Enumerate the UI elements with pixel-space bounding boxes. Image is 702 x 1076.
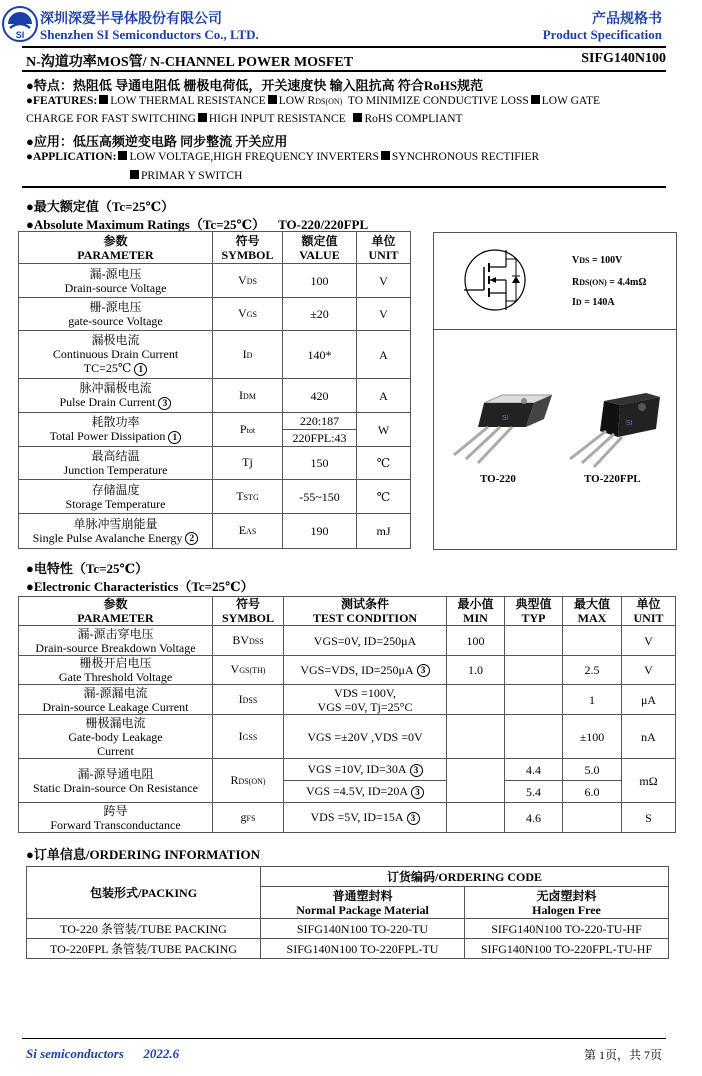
table-row: 漏-源漏电流 Drain-source Leakage Current IDSS VDS =100V, VGS =0V, Tj=25°C 1 μA [19, 685, 676, 715]
footer-company: Si semiconductors 2022.6 [26, 1046, 180, 1061]
table-row: 漏极电流 Continuous Drain Current TC=25℃ 1 ID 140* A [19, 331, 411, 379]
company-logo [2, 6, 38, 42]
spec-rds: RDS(ON) = 4.4mΩ [572, 277, 647, 288]
application-en-line2: PRIMAR Y SWITCH [128, 170, 242, 182]
features-en-line1: ●FEATURES: LOW THERMAL RESISTANCE LOW RDS(ON) TO MINIMIZE CONDUCTIVE LOSS LOW GATE [26, 95, 601, 107]
table-row: TO-220FPL 条管装/TUBE PACKING SIFG140N100 TO-220FPL-TU SIFG140N100 TO-220FPL-TU-HF [27, 939, 669, 959]
ordering-table: 包装形式/PACKING 订货编码/ORDERING CODE 普通塑封料 Normal Package Material 无卤塑封料 Halogen Free TO-220 条管装/TUBE PACKING SIFG140N100 TO-220-TU SIFG140N100 TO-220-TU-HF TO-220FPL 条管装/TUBE PACKING SIFG140N100 TO-220FPL-TU SIFG140N100 TO-220FPL-TU-HF [26, 866, 669, 959]
table-row: 漏-源导通电阻 Static Drain-source On Resistance RDS(ON) VGS =10V, ID=30A 3 4.4 5.0 mΩ [19, 759, 676, 781]
table-row: 脉冲漏极电流 Pulse Drain Current 3 IDM 420 A [19, 379, 411, 413]
elec-title-cn: ●电特性（Tc=25℃） [26, 561, 149, 576]
abs-max-title-en: ●Absolute Maximum Ratings（Tc=25℃） TO-220/220FPL [26, 217, 369, 232]
table-row: 栅极开启电压 Gate Threshold Voltage VGS(TH) VGS=VDS, ID=250μA 3 1.0 2.5 V [19, 656, 676, 685]
pkg-label-to220fpl: TO-220FPL [584, 473, 641, 485]
device-summary-box [433, 232, 677, 550]
doc-type-en: Product Specification [542, 27, 662, 42]
table-row: 栅极漏电流 Gate-body Leakage Current IGSS VGS =±20V ,VDS =0V ±100 nA [19, 715, 676, 759]
ordering-title: ●订单信息/ORDERING INFORMATION [26, 847, 261, 862]
features-en-line2: CHARGE FOR FAST SWITCHING HIGH INPUT RESISTANCE RoHS COMPLIANT [26, 113, 463, 125]
table-row: VGS =4.5V, ID=20A 3 5.4 6.0 [19, 781, 676, 803]
to220fpl-package-image [560, 391, 670, 475]
pkg-label-to220: TO-220 [480, 473, 516, 485]
elec-title-en: ●Electronic Characteristics（Tc=25℃） [26, 579, 254, 594]
table-row: 跨导 Forward Transconductance gFS VDS =5V, ID=15A 3 4.6 S [19, 803, 676, 833]
application-cn: ●应用：低压高频逆变电路 同步整流 开关应用 [26, 134, 288, 149]
application-en-line1: ●APPLICATION: LOW VOLTAGE,HIGH FREQUENCY INVERTERS SYNCHRONOUS RECTIFIER [26, 151, 540, 163]
elec-table: 参数 PARAMETER 符号 SYMBOL 测试条件 TEST CONDITION 最小值 MIN 典型值 TYP 最大值 MAX 单位 UNIT 漏-源击穿电压 Drain-source Breakdown Voltage BVDSS VGS=0V, ID=250μA 100 V 栅极开启电压 Gate Threshold Voltage VGS(TH) VGS=VDS, ID=250μA 3 1.0 2.5 V 漏-源漏电流 Drain-source Leakage Current IDSS VDS =100V, VGS =0V, Tj=25°C 1 μA 栅极漏电流 Gate-body Leakage Current IGSS VGS =±20V ,VDS =0V ±100 nA 漏-源导通电阻 Static Drain-source On Resistance RDS(ON) VGS =10V, ID=30A 3 4.4 5.0 mΩ VGS =4.5V, ID=20A 3 5.4 6.0 跨导 Forward Transconductance gFS VDS =5V, ID=15A 3 4.6 S [18, 596, 676, 833]
table-row: 漏-源击穿电压 Drain-source Breakdown Voltage BVDSS VGS=0V, ID=250μA 100 V [19, 626, 676, 656]
footer-page: 第 1页，共 7页 [583, 1048, 662, 1062]
page-title: N-沟道功率MOS管/ N-CHANNEL POWER MOSFET [26, 55, 354, 70]
table-row: 最高结温 Junction Temperature Tj 150 ℃ [19, 447, 411, 480]
svg-text:SI: SI [15, 30, 25, 40]
features-cn: ●特点：热阻低 导通电阻低 栅极电荷低，开关速度快 输入阻抗高 符合RoHS规范 [26, 78, 484, 93]
svg-text:SI: SI [626, 420, 633, 427]
table-row: 耗散功率 Total Power Dissipation 1 Ptot 220:187 220FPL:43 W [19, 413, 411, 447]
mosfet-symbol-icon [460, 245, 530, 315]
spec-vds: VDS = 100V [572, 255, 623, 266]
company-name-en: Shenzhen SI Semiconductors Co., LTD. [40, 27, 259, 42]
company-name-cn: 深圳深爱半导体股份有限公司 [40, 12, 222, 27]
part-number: SIFG140N100 [581, 51, 666, 66]
table-row: 存储温度 Storage Temperature TSTG -55~150 ℃ [19, 480, 411, 514]
table-row: 栅-源电压 gate-source Voltage VGS ±20 V [19, 298, 411, 331]
abs-max-table: 参数 PARAMETER 符号 SYMBOL 额定值 VALUE 单位 UNIT 漏-源电压 Drain-source Voltage VDS 100 V 栅-源电压 gate-source Voltage VGS ±20 V 漏极电流 Continuous Drain Current TC=25℃ 1 ID 140* A 脉冲漏极电流 Pulse Drain Current 3 IDM 420 A 耗散功率 Total Power Dissipation 1 Ptot 220:187 220FPL:43 W 最高结温 Junction Temperature Tj 150 ℃ 存储温度 Storage Temperature TSTG -55~150 ℃ 单脉冲雪崩能量 Single Pulse Avalanche Energy 2 EAS 190 mJ [18, 231, 411, 549]
svg-text:SI: SI [502, 415, 509, 422]
doc-type-cn: 产品规格书 [592, 12, 662, 27]
abs-max-title-cn: ●最大额定值（Tc=25℃） [26, 199, 175, 214]
table-row: 漏-源电压 Drain-source Voltage VDS 100 V [19, 264, 411, 298]
table-row: TO-220 条管装/TUBE PACKING SIFG140N100 TO-220-TU SIFG140N100 TO-220-TU-HF [27, 919, 669, 939]
table-row: 单脉冲雪崩能量 Single Pulse Avalanche Energy 2 EAS 190 mJ [19, 514, 411, 549]
spec-id: ID = 140A [572, 297, 615, 308]
to220-package-image [444, 393, 554, 473]
